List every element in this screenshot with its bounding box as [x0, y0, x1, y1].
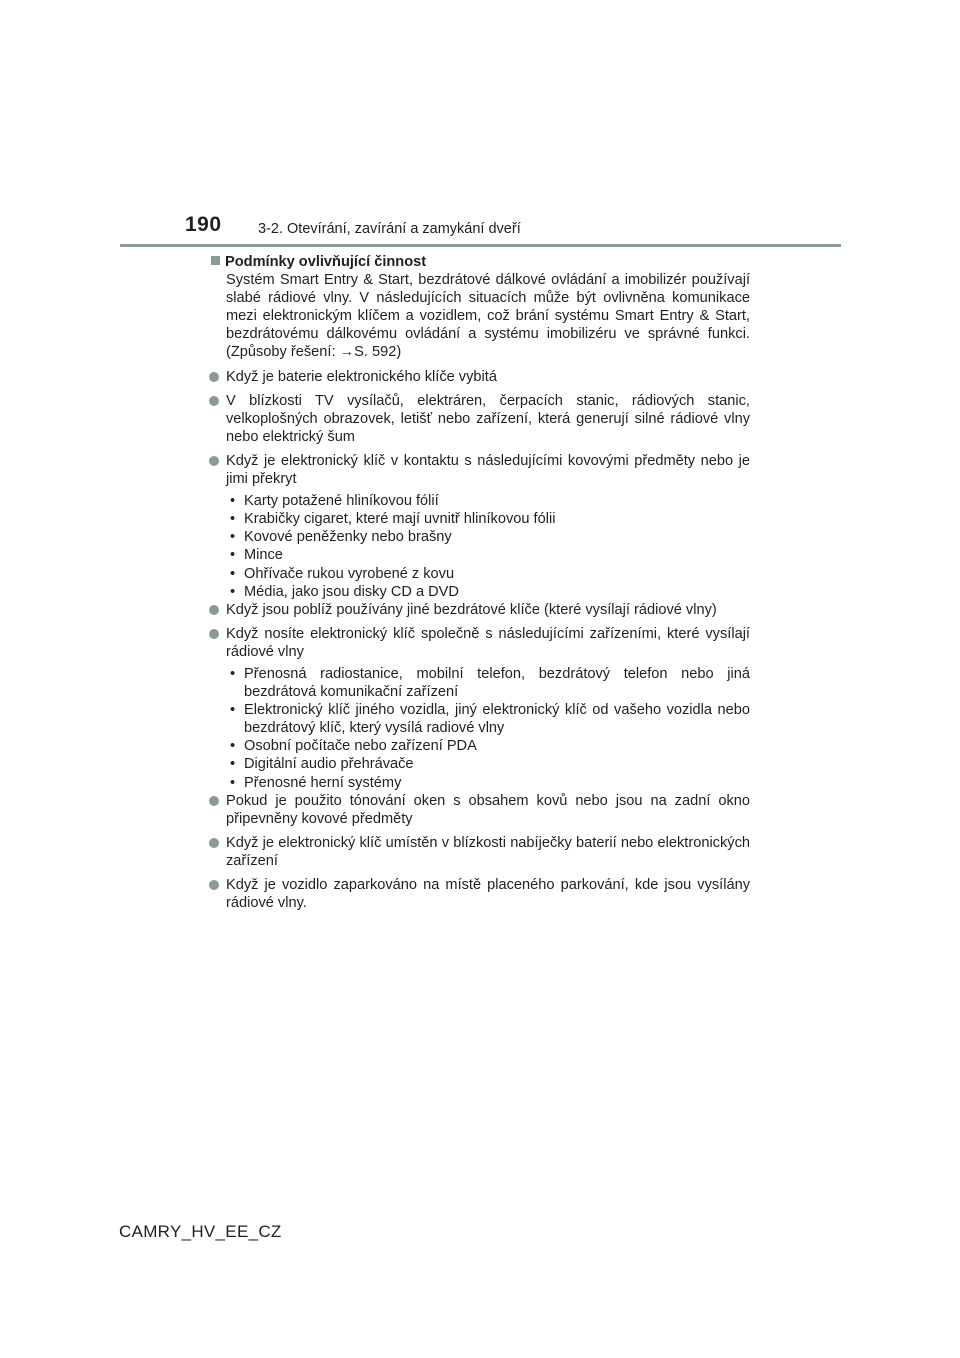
circle-bullet-icon: [209, 396, 219, 406]
sub-list-item: [226, 565, 750, 583]
list-item-text: V blízkosti TV vysílačů, elektráren, čerpacích stanic, rádiových stanic, velkoplošných obrazovek, letišť nebo zařízení, která generují silné rádiové vlny nebo elektrický šum: [226, 392, 750, 445]
condition-list: [208, 368, 750, 913]
page-number: 190: [185, 213, 222, 236]
section-heading: [208, 253, 750, 271]
sub-list-item-text: Mince: [244, 547, 283, 564]
sub-list: [226, 665, 750, 792]
small-bullet-icon: •: [230, 493, 236, 510]
sub-list-item-text: Karty potažené hliníkovou fólií: [244, 493, 439, 510]
sub-list-item: [226, 774, 750, 792]
small-bullet-icon: •: [230, 756, 236, 773]
sub-list-item-text: Přenosná radiostanice, mobilní telefon, bezdrátový telefon nebo jiná bezdrátová komunikační zařízení: [244, 665, 750, 701]
section-content: [208, 253, 750, 912]
small-bullet-icon: •: [230, 702, 236, 719]
sub-list-item: [226, 510, 750, 528]
square-bullet-icon: [211, 256, 220, 265]
list-item: [208, 452, 750, 488]
sub-list-item-text: Média, jako jsou disky CD a DVD: [244, 583, 459, 600]
sub-list-item: [226, 528, 750, 546]
section-heading-text: Podmínky ovlivňující činnost: [225, 254, 427, 270]
list-item-text: Když je elektronický klíč v kontaktu s následujícími kovovými předměty nebo je jimi překryt: [226, 452, 750, 488]
list-item: [208, 792, 750, 828]
list-item-text: Když je vozidlo zaparkováno na místě placeného parkování, kde jsou vysílány rádiové vlny.: [226, 877, 750, 912]
small-bullet-icon: •: [230, 547, 236, 564]
circle-bullet-icon: [209, 880, 219, 890]
list-item: [208, 625, 750, 661]
intro-paragraph: Systém Smart Entry & Start, bezdrátové dálkové ovládání a imobilizér používají slabé rádiové vlny. V následujících situacích může být ovlivněna komunikace mezi elektronickým klíčem a vozidlem, což brání systému Smart Entry & Start, bezdrátovému dálkovému ovládání a systému imobilizéru ve správné funkci. (Způsoby řešení: →S. 592): [226, 272, 750, 361]
sub-list-item: [226, 701, 750, 737]
sub-list-item-text: Elektronický klíč jiného vozidla, jiný elektronický klíč od vašeho vozidla nebo bezdrátový klíč, který vysílá radiové vlny: [244, 702, 750, 737]
list-item: [208, 834, 750, 870]
list-item: [208, 601, 750, 619]
circle-bullet-icon: [209, 456, 219, 466]
sub-list-item: [226, 583, 750, 601]
sub-list-item: [226, 546, 750, 564]
sub-list-item-text: Přenosné herní systémy: [244, 774, 402, 791]
sub-list-item-text: Kovové peněženky nebo brašny: [244, 529, 452, 546]
list-item: [208, 392, 750, 446]
sub-list: [226, 492, 750, 601]
chapter-title: 3-2. Otevírání, zavírání a zamykání dveří: [258, 221, 521, 237]
sub-list-item: [226, 665, 750, 701]
list-item-text: Pokud je použito tónování oken s obsahem kovů nebo jsou na zadní okno připevněny kovové předměty: [226, 792, 750, 827]
circle-bullet-icon: [209, 372, 219, 382]
circle-bullet-icon: [209, 629, 219, 639]
header-divider: [120, 244, 841, 247]
sub-list-item-text: Krabičky cigaret, které mají uvnitř hliníkovou fólii: [244, 511, 556, 528]
sub-list-item: [226, 492, 750, 510]
small-bullet-icon: •: [230, 529, 236, 546]
list-item-text: Když je elektronický klíč umístěn v blízkosti nabíječky baterií nebo elektronických zařízení: [226, 834, 750, 869]
small-bullet-icon: •: [230, 583, 236, 600]
small-bullet-icon: •: [230, 738, 236, 755]
document-code: CAMRY_HV_EE_CZ: [119, 1222, 282, 1241]
small-bullet-icon: •: [230, 511, 236, 528]
sub-list-item-text: Digitální audio přehrávače: [244, 756, 414, 773]
small-bullet-icon: •: [230, 665, 236, 682]
list-item: [208, 876, 750, 912]
list-item-text: Když nosíte elektronický klíč společně s následujícími zařízeními, které vysílají rádiové vlny: [226, 625, 750, 660]
sub-list-item: [226, 755, 750, 773]
sub-list-item-text: Ohřívače rukou vyrobené z kovu: [244, 565, 455, 582]
list-item-text: Když je baterie elektronického klíče vybitá: [226, 368, 497, 385]
list-item-text: Když jsou poblíž používány jiné bezdrátové klíče (které vysílají rádiové vlny): [226, 601, 717, 618]
circle-bullet-icon: [209, 796, 219, 806]
circle-bullet-icon: [209, 838, 219, 848]
small-bullet-icon: •: [230, 774, 236, 791]
circle-bullet-icon: [209, 605, 219, 615]
sub-list-item-text: Osobní počítače nebo zařízení PDA: [244, 738, 477, 755]
list-item: [208, 368, 750, 386]
small-bullet-icon: •: [230, 565, 236, 582]
sub-list-item: [226, 737, 750, 755]
